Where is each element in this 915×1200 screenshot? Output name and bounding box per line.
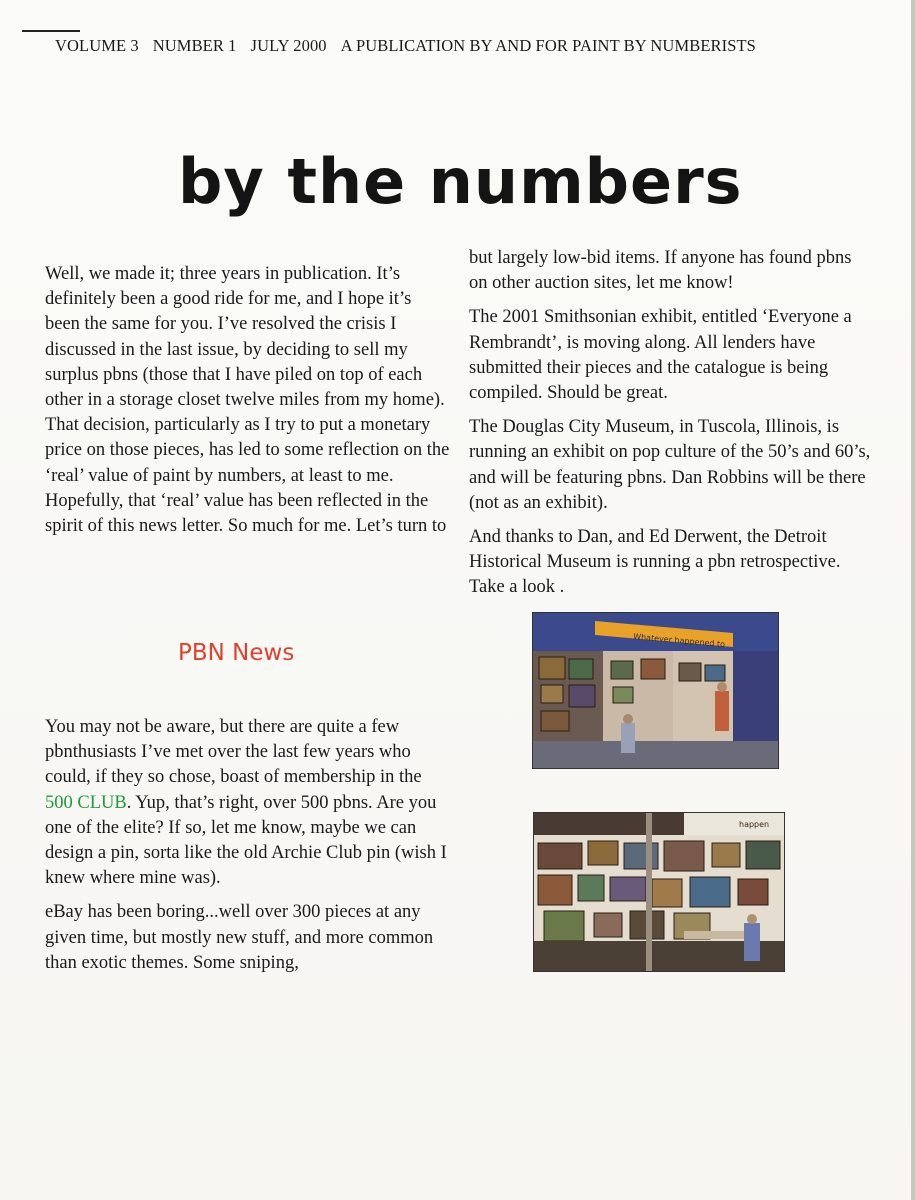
right-column (469, 246, 874, 610)
masthead-tagline: A PUBLICATION BY AND FOR PAINT BY NUMBERISTS (340, 36, 756, 55)
exhibit-photo-2-image (534, 813, 784, 971)
masthead-number: NUMBER 1 (152, 36, 237, 55)
right-paragraph-4: And thanks to Dan, and Ed Derwent, the Detroit Historical Museum is running a pbn retrospective. Take a look . (469, 527, 841, 598)
photo1-banner-text: Whatever happened to (632, 632, 726, 650)
intro-paragraph: Well, we made it; three years in publication. It’s definitely been a good ride for me, and I hope it’s been the same for you. I’ve resolved the crisis I discussed in the last issue, by deciding to sell my surplus pbns (those that I have piled on top of each other in a storage closet twelve miles from my home). That decision, particularly as I try to put a monetary price on those pieces, has led to some reflection on the ‘real’ value of paint by numbers, at least to me. Hopefully, that ‘real’ value has been reflected in the spirit of this news letter. So much for me. Let’s turn to (45, 264, 450, 537)
news-paragraph-2: eBay has been boring...well over 300 pieces at any given time, but mostly new stuff, and more common than exotic themes. Some sniping, (45, 902, 434, 973)
masthead (55, 36, 875, 56)
masthead-volume: VOLUME 3 (55, 36, 139, 55)
page-edge-shadow (911, 0, 915, 1200)
500-club-highlight: 500 CLUB (45, 792, 127, 813)
pbn-news-heading: PBN News (178, 640, 295, 666)
photo2-banner-text: happen (739, 820, 770, 829)
exhibit-photo-1 (532, 612, 779, 769)
right-paragraph-2: The 2001 Smithsonian exhibit, entitled ‘Everyone a Rembrandt’, is moving along. All lenders have submitted their pieces and the catalogue is being compiled. Should be great. (469, 307, 852, 404)
news-column (45, 715, 450, 985)
intro-column (45, 262, 450, 548)
right-paragraph-1: but largely low-bid items. If anyone has found pbns on other auction sites, let me know! (469, 248, 852, 294)
masthead-date: JULY 2000 (250, 36, 327, 55)
right-paragraph-3: The Douglas City Museum, in Tuscola, Illinois, is running an exhibit on pop culture of the 50’s and 60’s, and will be featuring pbns. Dan Robbins will be there (not as an exhibit). (469, 417, 871, 513)
news-p1-rest: . Yup, that’s right, over 500 pbns. Are you one of the elite? If so, let me know, maybe we can design a pin, sorta like the old Archie Club pin (wish I knew where mine was). (45, 792, 447, 889)
newsletter-title: by the numbers (178, 145, 743, 218)
exhibit-photo-2 (533, 812, 785, 972)
top-rule (22, 30, 80, 32)
news-p1-text: You may not be aware, but there are quite a few pbnthusiasts I’ve met over the last few years who could, if they so chose, boast of membership in the (45, 717, 422, 788)
exhibit-photo-1-image (533, 613, 778, 768)
news-paragraph-1 (45, 715, 450, 891)
